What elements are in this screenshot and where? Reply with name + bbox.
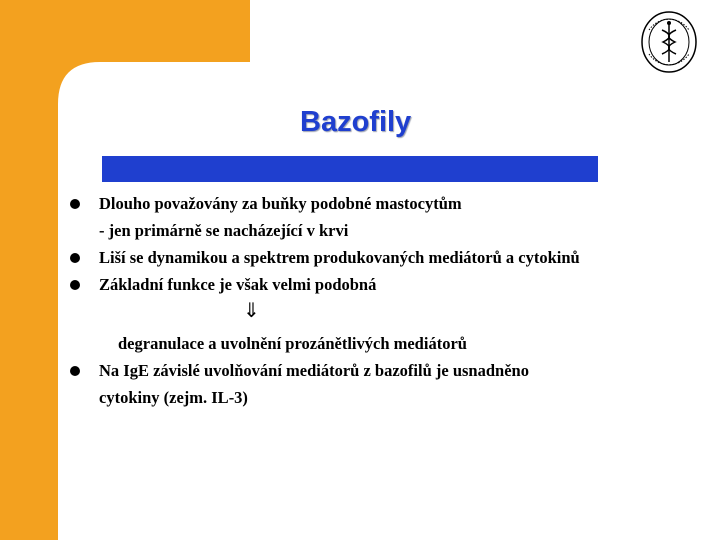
slide-title: Bazofily <box>300 106 412 138</box>
blue-divider-bar <box>102 156 598 182</box>
university-seal-icon <box>640 10 698 74</box>
list-item-text: cytokiny (zejm. IL-3) <box>99 388 248 407</box>
list-item <box>60 244 710 271</box>
list-item-text: - jen primárně se nacházející v krvi <box>99 221 349 240</box>
corner-fill <box>58 62 250 104</box>
double-down-arrow-icon: ⇓ <box>243 300 260 322</box>
list-item-text: degranulace a uvolnění prozánětlivých mediátorů <box>118 334 467 353</box>
arrow-row <box>60 298 710 325</box>
list-item-continuation <box>60 217 710 244</box>
list-item-indented <box>60 330 710 357</box>
list-item <box>60 190 710 217</box>
bullet-icon <box>70 280 80 290</box>
list-item <box>60 357 710 384</box>
list-item-continuation <box>60 384 710 411</box>
list-item-text: Dlouho považovány za buňky podobné mastocytům <box>99 194 462 213</box>
list-item-text: Liší se dynamikou a spektrem produkovaných mediátorů a cytokinů <box>99 248 580 267</box>
slide-content <box>60 190 710 411</box>
list-item-text: Základní funkce je však velmi podobná <box>99 275 377 294</box>
list-item-text: Na IgE závislé uvolňování mediátorů z bazofilů je usnadněno <box>99 361 529 380</box>
bullet-icon <box>70 253 80 263</box>
list-item <box>60 271 710 298</box>
bullet-icon <box>70 199 80 209</box>
bullet-icon <box>70 366 80 376</box>
left-orange-band <box>0 0 58 540</box>
top-orange-band <box>0 0 250 62</box>
